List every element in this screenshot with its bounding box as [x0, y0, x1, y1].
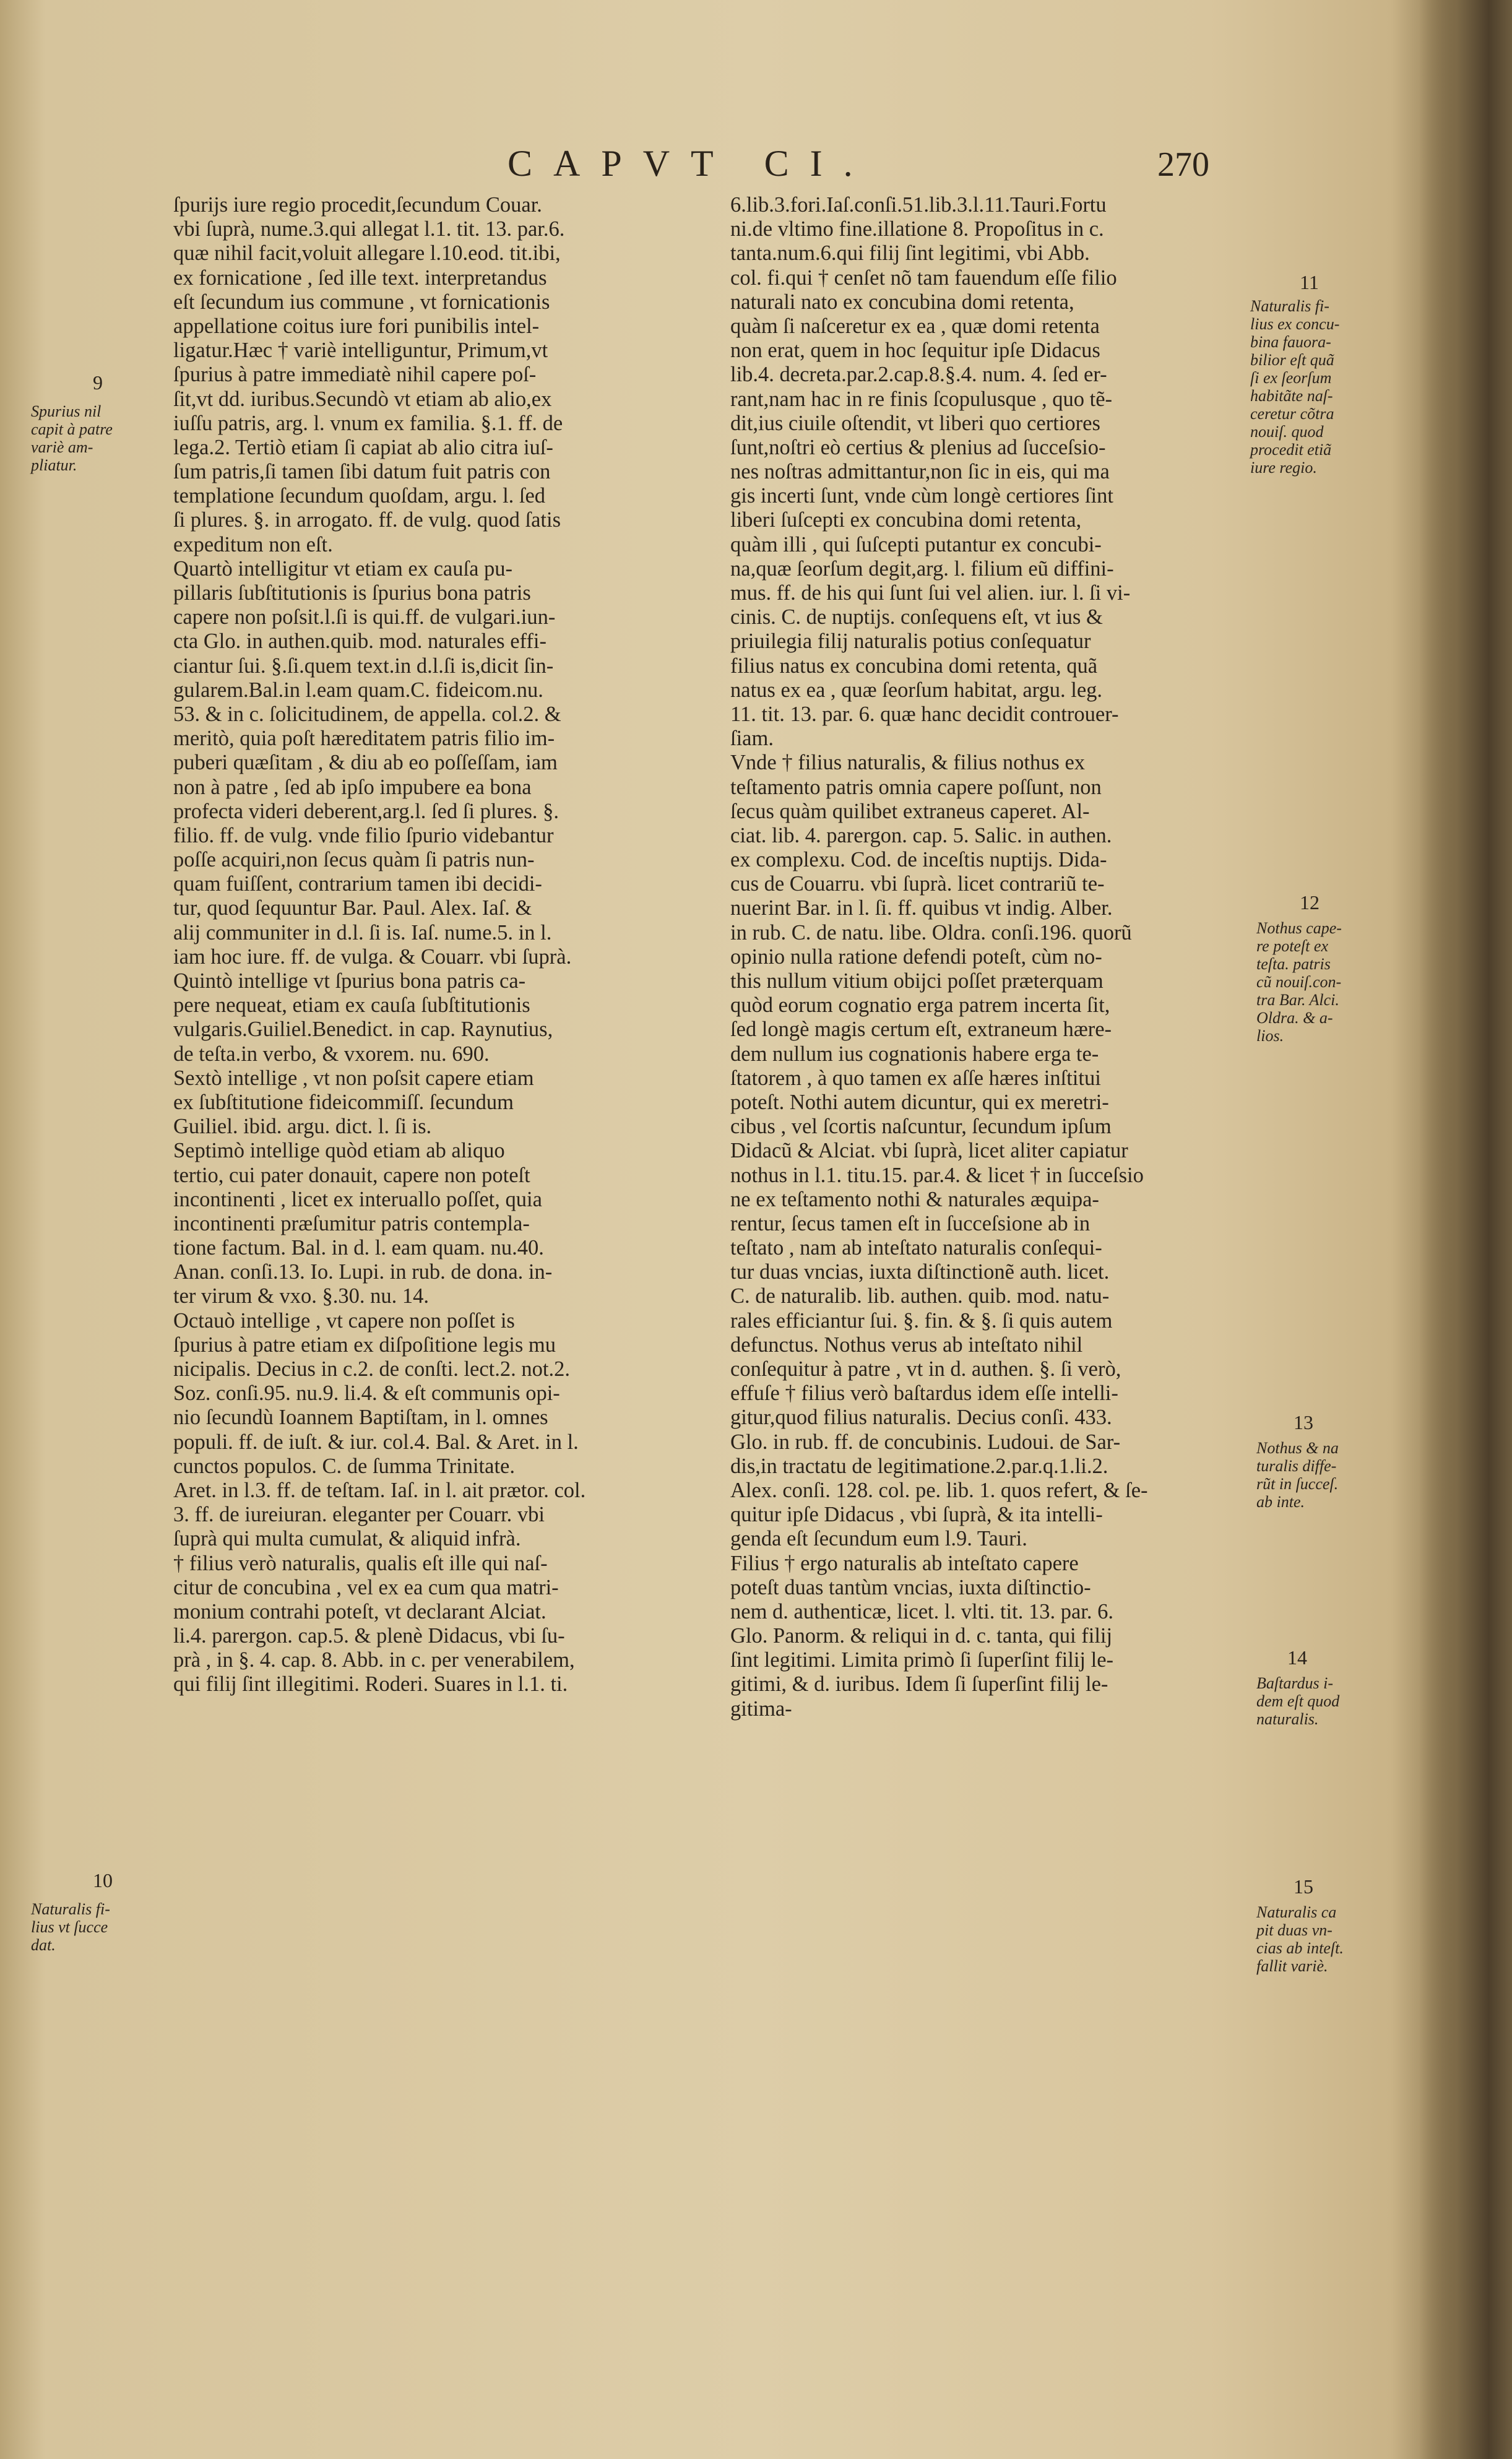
margin-note-14	[1256, 1674, 1339, 1728]
text-line: de teſta.in verbo, & vxorem. nu. 690.	[173, 1042, 490, 1066]
text-line: quàm ſi naſceretur ex ea , quæ domi retenta	[730, 314, 1100, 338]
text-line: rentur, ſecus tamen eſt in ſucceſsione ab in	[730, 1211, 1091, 1235]
text-line: nem d. authenticæ, licet. l. vlti. tit. 13. par. 6.	[730, 1599, 1113, 1623]
margin-note-line: cias ab inteſt.	[1256, 1939, 1344, 1957]
margin-note-line: bina fauora-	[1250, 333, 1331, 351]
text-line: ciat. lib. 4. parergon. cap. 5. Salic. in authen.	[730, 823, 1112, 847]
text-line: C. de naturalib. lib. authen. quib. mod. natu-	[730, 1284, 1110, 1308]
text-line: priuilegia filij naturalis potius conſequatur	[730, 629, 1091, 654]
text-line: ſit,vt dd. iuribus.Secundò vt etiam ab alio,ex	[173, 387, 552, 411]
text-line: ciantur ſui. §.ſi.quem text.in d.l.ſi is,dicit ſin-	[173, 654, 554, 678]
margin-note-10	[31, 1900, 110, 1954]
text-line: lega.2. Tertiò etiam ſi capiat ab alio citra iuſ-	[173, 435, 553, 459]
text-line: tertio, cui pater donauit, capere non poteſt	[173, 1163, 530, 1187]
text-line: rales efficiantur ſui. §. fin. & §. ſi quis autem	[730, 1308, 1113, 1333]
text-line: quàm illi , qui ſuſcepti putantur ex concubi-	[730, 532, 1102, 556]
text-line: nuerint Bar. in l. ſi. ff. quibus vt indig. Alber.	[730, 896, 1113, 920]
text-line: teſtamento patris omnia capere poſſunt, non	[730, 775, 1102, 799]
text-line: gis incerti ſunt, vnde cùm longè certiores ſint	[730, 484, 1113, 508]
margin-note-line: Nothus & na	[1256, 1439, 1339, 1457]
text-line: rant,nam hac in re finis ſcopulusque , quo tẽ-	[730, 387, 1112, 411]
margin-note-line: lius ex concu-	[1250, 315, 1340, 333]
text-line: nes noſtras admittantur,non ſic in eis, qui ma	[730, 460, 1110, 484]
text-line: iam hoc iure. ff. de vulga. & Couarr. vbi ſuprà.	[173, 944, 572, 969]
text-line: Glo. Panorm. & reliqui in d. c. tanta, qui filij	[730, 1624, 1113, 1648]
text-line: gitur,quod filius naturalis. Decius conſi. 433.	[730, 1406, 1112, 1430]
margin-note-line: procedit etiã	[1250, 441, 1332, 459]
margin-note-line: fallit variè.	[1256, 1957, 1328, 1975]
text-line: cinis. C. de nuptijs. conſequens eſt, vt ius &	[730, 605, 1103, 629]
text-line: ni.de vltimo fine.illatione 8. Propoſitus in c.	[730, 217, 1104, 241]
text-line: poſſe acquiri,non ſecus quàm ſi patris nun-	[173, 848, 535, 872]
text-line: ſpurijs iure regio procedit,ſecundum Couar.	[173, 193, 542, 217]
text-line: populi. ff. de iuſt. & iur. col.4. Bal. & Aret. in l.	[173, 1430, 579, 1454]
text-line: ter virum & vxo. §.30. nu. 14.	[173, 1284, 430, 1308]
text-line: conſequitur à patre , vt in d. authen. §. ſi verò,	[730, 1357, 1121, 1381]
text-line: ſiam.	[730, 727, 774, 751]
text-line: 3. ff. de iureiuran. eleganter per Couarr. vbi	[173, 1503, 545, 1527]
text-line: 53. & in c. ſolicitudinem, de appella. col.2. &	[173, 702, 561, 726]
text-line: poteſt duas tantùm vncias, iuxta diſtinctio-	[730, 1575, 1091, 1599]
text-line: puberi quæſitam , & diu ab eo poſſeſſam, iam	[173, 751, 558, 775]
margin-note-line: variè am-	[31, 438, 93, 456]
margin-note-line: pliatur.	[31, 456, 77, 474]
text-line: gularem.Bal.in l.eam quam.C. fideicom.nu.	[173, 678, 543, 702]
page-number: 270	[1157, 145, 1209, 184]
text-line: quitur ipſe Didacus , vbi ſuprà, & ita intelli-	[730, 1503, 1103, 1527]
margin-note-line: tra Bar. Alci.	[1256, 991, 1339, 1009]
text-line: ſpurius à patre immediatè nihil capere poſ-	[173, 363, 537, 387]
text-line: filius natus ex concubina domi retenta, quã	[730, 654, 1098, 678]
text-line: ne ex teſtamento nothi & naturales æquipa-	[730, 1187, 1099, 1211]
text-line: tanta.num.6.qui filij ſint legitimi, vbi Abb.	[730, 241, 1090, 266]
margin-note-line: teſta. patris	[1256, 955, 1331, 973]
text-line: cibus , vel ſcortis naſcuntur, ſecundum ipſum	[730, 1115, 1112, 1139]
text-line: teſtato , nam ab inteſtato naturalis conſequi-	[730, 1236, 1102, 1260]
text-line: alij communiter in d.l. ſi is. Iaſ. nume.5. in l.	[173, 920, 552, 944]
text-line: naturali nato ex concubina domi retenta,	[730, 290, 1074, 314]
text-line: monium contrahi poteſt, vt declarant Alciat.	[173, 1599, 546, 1623]
text-line: pere nequeat, etiam ex cauſa ſubſtitutionis	[173, 993, 530, 1018]
margin-note-line: rũt in ſucceſ.	[1256, 1475, 1339, 1493]
margin-note-line: Naturalis ca	[1256, 1903, 1337, 1921]
text-line: tur duas vncias, iuxta diſtinctionẽ auth. licet.	[730, 1260, 1110, 1284]
text-line: ſed longè magis certum eſt, extraneum hære-	[730, 1018, 1112, 1042]
text-line: ex fornicatione , ſed ille text. interpretandus	[173, 266, 547, 290]
margin-number-13: 13	[1294, 1411, 1313, 1433]
text-line: nothus in l.1. titu.15. par.4. & licet † in ſucceſsio	[730, 1163, 1144, 1187]
margin-number-10: 10	[93, 1869, 113, 1891]
text-line: gitimi, & d. iuribus. Idem ſi ſuperſint filij le-	[730, 1672, 1108, 1696]
text-line: liberi ſuſcepti ex concubina domi retenta,	[730, 508, 1082, 532]
margin-note-line: ſi ex ſeorſum	[1250, 369, 1332, 387]
margin-note-line: dat.	[31, 1936, 56, 1954]
text-line: Aret. in l.3. ff. de teſtam. Iaſ. in l. ait prætor. col.	[173, 1478, 586, 1502]
margin-note-line: pit duas vn-	[1256, 1921, 1333, 1939]
margin-note-line: Naturalis fi-	[31, 1900, 110, 1918]
text-line: cus de Couarru. vbi ſuprà. licet contrariũ te-	[730, 872, 1105, 896]
text-line: nio ſecundù Ioannem Baptiſtam, in l. omnes	[173, 1406, 548, 1430]
text-line: quæ nihil facit,voluit allegare l.10.eod. tit.ibi,	[173, 241, 561, 266]
text-line: non à patre , ſed ab ipſo impubere ea bona	[173, 775, 532, 799]
text-line: filio. ff. de vulg. vnde filio ſpurio videbantur	[173, 823, 554, 847]
text-line: Alex. conſi. 128. col. pe. lib. 1. quos refert, & ſe-	[730, 1478, 1148, 1502]
margin-note-line: cũ nouiſ.con-	[1256, 973, 1342, 991]
text-line: Didacũ & Alciat. vbi ſuprà, licet aliter capiatur	[730, 1139, 1128, 1163]
text-line: ex complexu. Cod. de inceſtis nuptijs. Dida-	[730, 848, 1107, 872]
margin-note-line: bilior eſt quã	[1250, 351, 1334, 369]
left-text-column	[173, 193, 687, 1697]
text-line: Vnde † filius naturalis, & filius nothus ex	[730, 751, 1086, 775]
text-line: defunctus. Nothus verus ab inteſtato nihil	[730, 1333, 1083, 1357]
text-line: Sextò intellige , vt non poſsit capere etiam	[173, 1066, 534, 1090]
margin-number-12: 12	[1300, 891, 1320, 914]
text-line: Quartò intelligitur vt etiam ex cauſa pu-	[173, 556, 512, 581]
text-line: lib.4. decreta.par.2.cap.8.§.4. num. 4. ſed er-	[730, 363, 1107, 387]
text-line: Quintò intellige vt ſpurius bona patris ca-	[173, 969, 526, 993]
text-line: prà , in §. 4. cap. 8. Abb. in c. per venerabilem,	[173, 1648, 575, 1672]
text-line: Glo. in rub. ff. de concubinis. Ludoui. de Sar-	[730, 1430, 1121, 1454]
text-line: 6.lib.3.fori.Iaſ.conſi.51.lib.3.l.11.Tauri.Fortu	[730, 193, 1107, 217]
text-line: dit,ius ciuile oſtendit, vt liberi quo certiores	[730, 411, 1100, 435]
text-line: quòd eorum cognatio erga patrem incerta ſit,	[730, 993, 1110, 1018]
text-line: non erat, quem in hoc ſequitur ipſe Didacus	[730, 339, 1100, 363]
text-line: Soz. conſi.95. nu.9. li.4. & eſt communis opi-	[173, 1381, 560, 1406]
right-text-column	[730, 193, 1244, 1721]
text-line: expeditum non eſt.	[173, 532, 333, 556]
margin-number-11: 11	[1300, 271, 1319, 293]
margin-note-line: turalis diffe-	[1256, 1457, 1337, 1475]
text-line: tione factum. Bal. in d. l. eam quam. nu.40.	[173, 1236, 544, 1260]
margin-note-line: dem eſt quod	[1256, 1692, 1340, 1710]
page-header	[0, 142, 1512, 192]
text-line: na,quæ ſeorſum degit,arg. l. filium eũ diffini-	[730, 556, 1114, 581]
margin-note-line: habitãte naſ-	[1250, 387, 1333, 405]
margin-note-line: lios.	[1256, 1027, 1284, 1045]
text-line: eſt ſecundum ius commune , vt fornicationis	[173, 290, 550, 314]
margin-note-line: ab inte.	[1256, 1493, 1305, 1511]
text-line: ſunt,noſtri eò certius & plenius ad ſucceſsio-	[730, 435, 1106, 459]
running-title: CAPVT CI.	[508, 143, 874, 184]
text-line: genda eſt ſecundum eum l.9. Tauri.	[730, 1527, 1027, 1551]
text-line: natus ex ea , quæ ſeorſum habitat, argu. leg.	[730, 678, 1103, 702]
text-line: effuſe † filius verò baſtardus idem eſſe intelli-	[730, 1381, 1118, 1406]
text-line: dis,in tractatu de legitimatione.2.par.q.1.li.2.	[730, 1454, 1108, 1478]
margin-note-line: re poteſt ex	[1256, 937, 1328, 955]
margin-note-line: Naturalis fi-	[1250, 297, 1329, 315]
margin-note-9	[31, 402, 113, 474]
text-line: quam fuiſſent, contrarium tamen ibi decidi-	[173, 872, 542, 896]
text-line: iuſſu patris, arg. l. vnum ex familia. §.1. ff. de	[173, 411, 563, 435]
text-line: templatione ſecundum quoſdam, argu. l. ſed	[173, 484, 546, 508]
text-line: ſuprà qui multa cumulat, & aliquid infrà.	[173, 1527, 521, 1551]
margin-note-13	[1256, 1439, 1339, 1511]
text-line: col. fi.qui † cenſet nõ tam fauendum eſſe filio	[730, 266, 1117, 290]
text-line: Anan. conſi.13. Io. Lupi. in rub. de dona. in-	[173, 1260, 553, 1284]
margin-note-line: ceretur cõtra	[1250, 405, 1334, 423]
text-line: nicipalis. Decius in c.2. de conſti. lect.2. not.2.	[173, 1357, 570, 1381]
text-line: appellatione coitus iure fori punibilis intel-	[173, 314, 540, 338]
margin-note-15	[1256, 1903, 1344, 1975]
text-line: this nullum vitium obijci poſſet præterquam	[730, 969, 1104, 993]
margin-note-line: Spurius nil	[31, 402, 102, 420]
text-line: in rub. C. de natu. libe. Oldra. conſi.196. quorũ	[730, 920, 1132, 944]
text-line: capere non poſsit.l.ſi is qui.ff. de vulgari.iun-	[173, 605, 556, 629]
margin-note-11	[1250, 297, 1339, 477]
text-line: ſum patris,ſi tamen ſibi datum fuit patris con	[173, 460, 551, 484]
text-line: li.4. parergon. cap.5. & plenè Didacus, vbi ſu-	[173, 1624, 565, 1648]
text-line: ligatur.Hæc † variè intelliguntur, Primum,vt	[173, 339, 548, 363]
margin-note-line: Baſtardus i-	[1256, 1674, 1333, 1692]
text-line: ſint legitimi. Limita primò ſi ſuperſint filij le-	[730, 1648, 1113, 1672]
text-line: mus. ff. de his qui ſunt ſui vel alien. iur. l. ſi vi-	[730, 581, 1131, 605]
text-line: qui filij ſint illegitimi. Roderi. Suares in l.1. ti.	[173, 1672, 568, 1696]
margin-number-15: 15	[1294, 1875, 1313, 1898]
text-line: ſtatorem , à quo tamen ex aſſe hæres inſtitui	[730, 1066, 1101, 1090]
text-line: † filius verò naturalis, qualis eſt ille qui naſ-	[173, 1551, 548, 1575]
text-line: cunctos populos. C. de ſumma Trinitate.	[173, 1454, 515, 1478]
text-line: cta Glo. in authen.quib. mod. naturales effi-	[173, 629, 546, 654]
text-line: dem nullum ius cognationis habere erga te-	[730, 1042, 1099, 1066]
margin-note-line: Oldra. & a-	[1256, 1009, 1333, 1027]
text-line: tur, quod ſequuntur Bar. Paul. Alex. Iaſ. &	[173, 896, 532, 920]
text-line: gitima-	[730, 1696, 792, 1721]
text-line: ſi plures. §. in arrogato. ff. de vulg. quod ſatis	[173, 508, 561, 532]
text-line: pillaris ſubſtitutionis is ſpurius bona patris	[173, 581, 531, 605]
text-line: Octauò intellige , vt capere non poſſet is	[173, 1308, 515, 1333]
text-line: opinio nulla ratione defendi poteſt, cùm no-	[730, 944, 1102, 969]
text-line: Guiliel. ibid. argu. dict. l. ſi is.	[173, 1115, 432, 1139]
text-line: 11. tit. 13. par. 6. quæ hanc decidit controuer-	[730, 702, 1119, 726]
margin-note-line: iure regio.	[1250, 459, 1317, 477]
text-line: citur de concubina , vel ex ea cum qua matri-	[173, 1575, 559, 1599]
margin-note-line: capit à patre	[31, 420, 113, 438]
text-line: vbi ſuprà, nume.3.qui allegat l.1. tit. 13. par.6.	[173, 217, 565, 241]
text-line: vulgaris.Guiliel.Benedict. in cap. Raynutius,	[173, 1018, 553, 1042]
text-line: incontinenti præſumitur patris contempla-	[173, 1211, 530, 1235]
text-line: poteſt. Nothi autem dicuntur, qui ex meretri-	[730, 1090, 1109, 1114]
text-line: meritò, quia poſt hæreditatem patris filio im-	[173, 727, 555, 751]
text-line: Filius † ergo naturalis ab inteſtato capere	[730, 1551, 1079, 1575]
margin-note-line: Nothus cape-	[1256, 919, 1342, 937]
margin-note-line: naturalis.	[1256, 1710, 1319, 1728]
book-spine-shadow	[1419, 0, 1512, 2459]
text-line: Septimò intellige quòd etiam ab aliquo	[173, 1139, 505, 1163]
margin-note-line: lius vt ſucce	[31, 1918, 108, 1936]
text-line: ſecus quàm quilibet extraneus caperet. Al-	[730, 799, 1090, 823]
text-line: profecta videri deberent,arg.l. ſed ſi plures. §.	[173, 799, 559, 823]
text-line: ex ſubſtitutione fideicommiſſ. ſecundum	[173, 1090, 514, 1114]
margin-note-12	[1256, 919, 1342, 1045]
margin-number-9: 9	[93, 371, 103, 394]
margin-note-line: nouiſ. quod	[1250, 423, 1324, 441]
margin-number-14: 14	[1287, 1646, 1307, 1669]
text-line: ſpurius à patre etiam ex diſpoſitione legis mu	[173, 1333, 556, 1357]
text-line: incontinenti , licet ex interuallo poſſet, quia	[173, 1187, 542, 1211]
